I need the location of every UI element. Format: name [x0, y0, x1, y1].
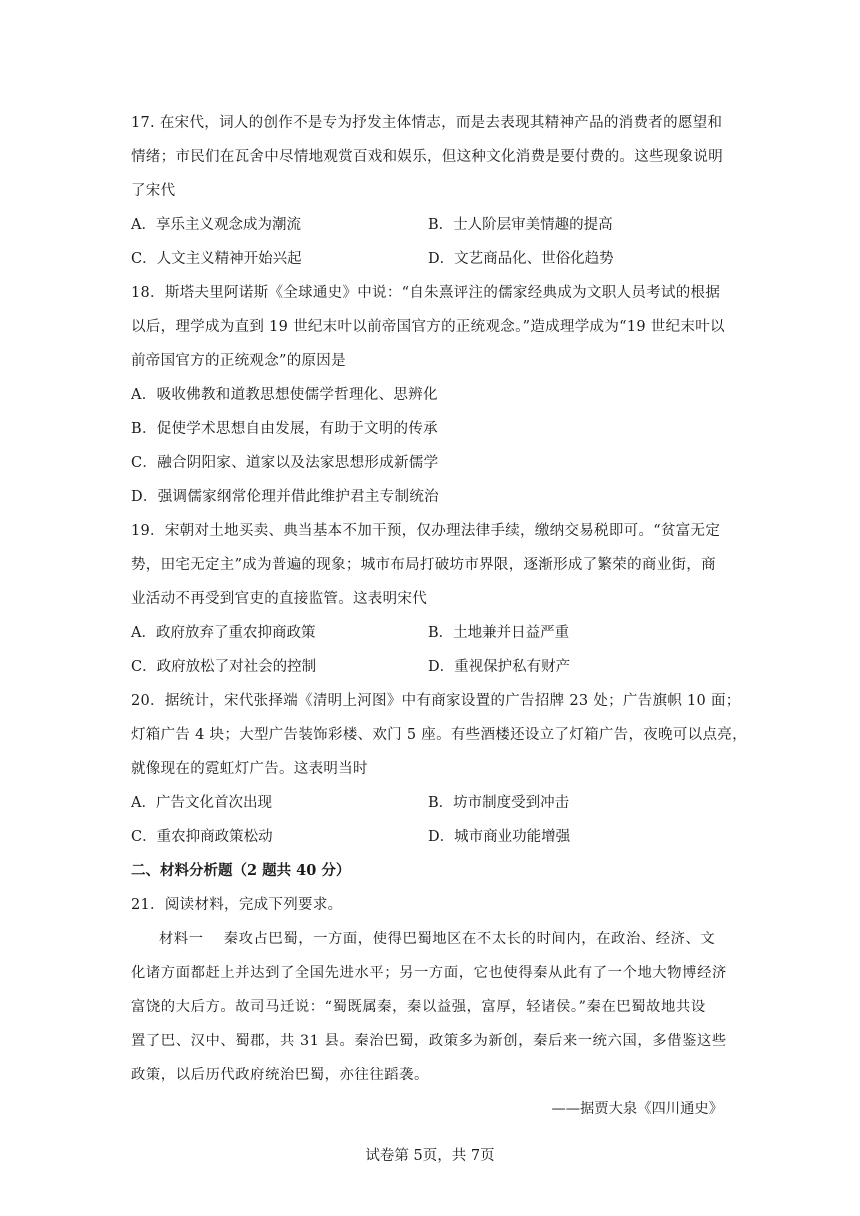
question-21 [131, 888, 731, 1126]
question-18-stem-line-1: 18．斯塔夫里阿诺斯《全球通史》中说：“自朱熹评注的儒家经典成为文职人员考试的根据 [131, 285, 721, 301]
material-1-source: ——据贾大泉《四川通史》 [551, 1101, 723, 1117]
question-19-option-a: A．政府放弃了重农抑商政策 [131, 625, 316, 641]
question-18-option-c: C．融合阴阳家、道家以及法家思想形成新儒学 [131, 455, 439, 471]
question-18-option-a: A．吸收佛教和道教思想使儒学哲理化、思辨化 [131, 387, 438, 403]
question-19 [131, 514, 731, 684]
exam-page-body [131, 106, 747, 1126]
question-20-stem-line-3: 就像现在的霓虹灯广告。这表明当时 [131, 761, 368, 777]
question-20 [131, 684, 747, 854]
question-20-option-a: A．广告文化首次出现 [131, 795, 272, 811]
question-17-options-row-1 [131, 208, 731, 242]
question-18-option-d: D．强调儒家纲常伦理并借此维护君主专制统治 [131, 489, 439, 505]
question-19-stem-line-2: 势，田宅无定主”成为普遍的现象；城市布局打破坊市界限，逐渐形成了繁荣的商业街，商 [131, 557, 716, 573]
question-18-option-b: B．促使学术思想自由发展，有助于文明的传承 [131, 421, 438, 437]
question-19-options-row-1 [131, 616, 731, 650]
section-2-heading: 二、材料分析题（2 题共 40 分） [131, 862, 351, 879]
question-17-option-b: B．士人阶层审美情趣的提高 [428, 217, 613, 233]
page-footer: 试卷第 5页，共 7页 [365, 1148, 495, 1164]
question-19-stem-line-1: 19．宋朝对土地买卖、典当基本不加干预，仅办理法律手续，缴纳交易税即可。“贫富无定 [131, 523, 721, 539]
question-21-intro: 21．阅读材料，完成下列要求。 [131, 897, 343, 913]
question-17-option-c: C．人文主义精神开始兴起 [131, 251, 302, 267]
question-20-option-c: C．重农抑商政策松动 [131, 829, 273, 845]
material-1-line-2: 化诸方面都赶上并达到了全国先进水平；另一方面，它也使得秦从此有了一个地大物博经济 [131, 965, 727, 981]
question-19-option-c: C．政府放松了对社会的控制 [131, 659, 317, 675]
question-20-stem-line-1: 20．据统计，宋代张择端《清明上河图》中有商家设置的广告招牌 23 处；广告旗帜 10 面； [131, 693, 741, 709]
question-17-option-d: D．文艺商品化、世俗化趋势 [428, 251, 614, 267]
question-17-stem-line-3: 了宋代 [131, 183, 176, 199]
question-19-stem-line-3: 业活动不再受到官吏的直接监管。这表明宋代 [131, 591, 427, 607]
question-20-options-row-1 [131, 786, 731, 820]
question-19-options-row-2 [131, 650, 731, 684]
material-1-line-4: 置了巴、汉中、蜀郡，共 31 县。秦治巴蜀，政策多为新创，秦后来一统六国，多借鉴这些 [131, 1033, 727, 1049]
question-20-option-b: B．坊市制度受到冲击 [428, 795, 570, 811]
material-1-line-1: 材料一 秦攻占巴蜀，一方面，使得巴蜀地区在不太长的时间内，在政治、经济、文 [159, 931, 716, 947]
question-19-option-b: B．土地兼并日益严重 [428, 625, 570, 641]
material-1-line-5: 政策，以后历代政府统治巴蜀，亦往往蹈袭。 [131, 1067, 429, 1083]
question-17-options-row-2 [131, 242, 731, 276]
question-17-option-a: A．享乐主义观念成为潮流 [131, 217, 301, 233]
question-17-stem-line-1: 17. 在宋代，词人的创作不是专为抒发主体情志，而是去表现其精神产品的消费者的愿望和 [131, 115, 723, 131]
question-20-options-row-2 [131, 820, 731, 854]
question-18 [131, 276, 731, 514]
question-18-stem-line-2: 以后，理学成为直到 19 世纪末叶以前帝国官方的正统观念。”造成理学成为“19 世纪末叶以 [131, 319, 725, 335]
question-20-stem-line-2: 灯箱广告 4 块；大型广告装饰彩楼、欢门 5 座。有些酒楼还设立了灯箱广告，夜晚可以点亮， [131, 727, 747, 743]
question-17-stem-line-2: 情绪；市民们在瓦舍中尽情地观赏百戏和娱乐，但这种文化消费是要付费的。这些现象说明 [131, 149, 723, 165]
question-19-option-d: D．重视保护私有财产 [428, 659, 571, 675]
question-20-option-d: D．城市商业功能增强 [428, 829, 571, 845]
question-17 [131, 106, 731, 276]
material-1-line-3: 富饶的大后方。故司马迁说：“蜀既属秦，秦以益强，富厚，轻诸侯。”秦在巴蜀故地共设 [131, 999, 706, 1015]
question-18-stem-line-3: 前帝国官方的正统观念”的原因是 [131, 353, 346, 369]
